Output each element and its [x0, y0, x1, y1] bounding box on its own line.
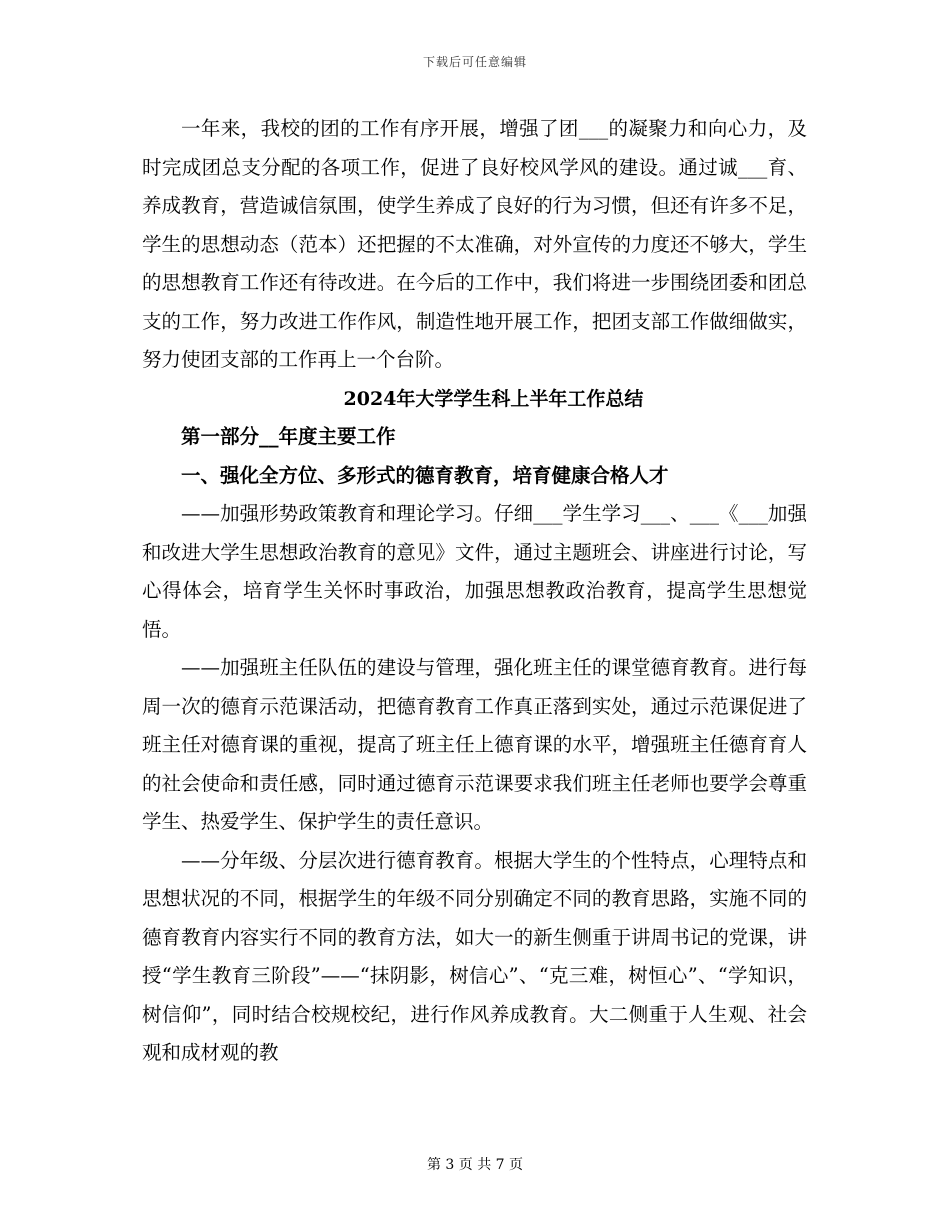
paragraph-summary: 一年来，我校的团的工作有序开展，增强了团___的凝聚力和向心力，及时完成团总支分配的各项工作，促进了良好校风学风的建设。通过诚___育、养成教育，营造诚信氛围，使学生养成了良好的行为习惯，但还有许多不足，学生的思想动态（范本）还把握的不太准确，对外宣传的力度还不够大，学生的思想教育工作还有待改进。在今后的工作中，我们将进一步围绕团委和团总支的工作，努力改进工作作风，制造性地开展工作，把团支部工作做细做实，努力使团支部的工作再上一个台阶。 — [142, 117, 807, 371]
page-header: 下载后可任意编辑 — [422, 55, 527, 69]
subsection-heading: 一、强化全方位、多形式的德育教育，培育健康合格人才 — [181, 463, 669, 487]
paragraph-grade-levels: ——分年级、分层次进行德育教育。根据大学生的个性特点，心理特点和思想状况的不同，根据学生的年级不同分别确定不同的教育思路，实施不同的德育教育内容实行不同的教育方法，如大一的新生侧重于讲周书记的党课，讲授“学生教育三阶段”——“抹阴影，树信心”、“克三难，树恒心”、“学知识，树信仰”，同时结合校规校纪，进行作风养成教育。大二侧重于人生观、社会观和成材观的教 — [142, 848, 807, 1064]
section-heading: 第一部分__年度主要工作 — [181, 425, 396, 448]
paragraph-policy-education: ——加强形势政策教育和理论学习。仔细___学生学习___、___《___加强和改进大学生思想政治教育的意见》文件，通过主题班会、讲座进行讨论，写心得体会，培育学生关怀时事政治，加强思想教政治教育，提高学生思想觉悟。 — [142, 502, 807, 641]
document-title: 2024年大学学生科上半年工作总结 — [343, 387, 644, 410]
page-number: 第 3 页 共 7 页 — [426, 1157, 524, 1173]
document-body — [142, 110, 807, 1073]
paragraph-class-teacher: ——加强班主任队伍的建设与管理，强化班主任的课堂德育教育。进行每周一次的德育示范课活动，把德育教育工作真正落到实处，通过示范课促进了班主任对德育课的重视，提高了班主任上德育课的水平，增强班主任德育育人的社会使命和责任感，同时通过德育示范课要求我们班主任老师也要学会尊重学生、热爱学生、保护学生的责任意识。 — [142, 656, 807, 833]
